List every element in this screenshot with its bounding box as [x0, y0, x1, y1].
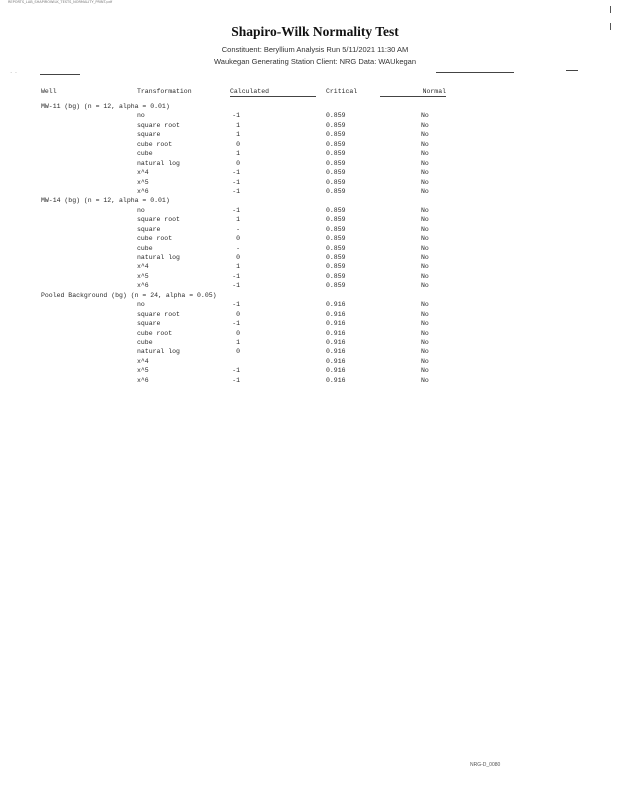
calculated-cell: 1	[236, 263, 240, 271]
normal-cell: No	[421, 263, 429, 271]
transformation-cell: x^5	[137, 178, 149, 186]
table-row	[0, 319, 618, 328]
calculated-cell: 0	[236, 348, 240, 356]
calculated-cell: 0	[236, 235, 240, 243]
table-row	[0, 300, 618, 309]
table-row	[0, 225, 618, 234]
table-row	[0, 376, 618, 385]
normal-cell: No	[421, 254, 429, 261]
file-path-header: REPORTS_LAB_SHAPIROWILK_TESTS_NORMALITY_PRINT.pdf	[8, 0, 113, 4]
transformation-cell: x^4	[137, 169, 149, 177]
table-row	[0, 244, 618, 253]
normal-cell: No	[421, 348, 429, 356]
critical-cell: 0.859	[326, 254, 346, 261]
table-row	[0, 178, 618, 187]
transformation-cell: x^4	[137, 357, 149, 365]
calculated-cell: 0	[236, 310, 240, 318]
transformation-cell: x^6	[137, 187, 149, 195]
critical-cell: 0.916	[326, 310, 346, 318]
normal-cell: No	[421, 329, 429, 337]
critical-cell: 0.859	[326, 282, 346, 290]
header-rule-left	[40, 74, 80, 75]
normal-cell: No	[421, 206, 429, 214]
group-header-row	[0, 291, 618, 300]
calculated-cell: -1	[232, 272, 240, 280]
report-subtitle-analysis: Constituent: Beryllium Analysis Run 5/11/2021 11:30 AM	[221, 45, 409, 54]
table-row	[0, 140, 618, 149]
critical-cell: 0.859	[326, 140, 346, 148]
normal-cell: No	[421, 225, 429, 233]
transformation-cell: cube	[137, 338, 153, 346]
normal-cell: No	[421, 320, 429, 328]
table-row	[0, 149, 618, 158]
critical-cell: 0.916	[326, 301, 346, 309]
header-rule-far-right	[566, 70, 578, 71]
normal-cell: No	[421, 159, 429, 167]
calculated-cell: -1	[232, 301, 240, 309]
normal-cell: No	[421, 150, 429, 158]
calculated-cell: -	[236, 225, 240, 233]
column-header-critical: Critical	[326, 88, 358, 95]
table-row	[0, 357, 618, 366]
document-id: NRG-D_0080	[470, 762, 501, 768]
table-row	[0, 206, 618, 215]
calculated-cell: -1	[232, 112, 240, 120]
table-row	[0, 168, 618, 177]
critical-cell: 0.859	[326, 235, 346, 243]
critical-cell: 0.916	[326, 348, 346, 356]
normal-cell: No	[421, 357, 429, 365]
critical-cell: 0.859	[326, 112, 346, 120]
transformation-cell: square	[137, 131, 161, 139]
table-row	[0, 121, 618, 130]
critical-cell: 0.916	[326, 376, 346, 384]
well-group-label: MW-14 (bg) (n = 12, alpha = 0.01)	[41, 197, 170, 205]
calculated-cell: -1	[232, 376, 240, 384]
normal-cell: No	[421, 216, 429, 224]
calculated-cell: -1	[232, 169, 240, 177]
transformation-cell: cube	[137, 244, 153, 252]
calculated-cell: 1	[236, 216, 240, 224]
normal-cell: No	[421, 140, 429, 148]
transformation-cell: cube root	[137, 235, 173, 243]
column-header-well: Well	[41, 88, 57, 95]
critical-cell: 0.859	[326, 121, 346, 129]
critical-cell: 0.916	[326, 320, 346, 328]
transformation-cell: cube root	[137, 329, 173, 337]
critical-cell: 0.916	[326, 367, 346, 375]
well-group-label: MW-11 (bg) (n = 12, alpha = 0.01)	[41, 103, 170, 110]
normal-cell: No	[421, 310, 429, 318]
critical-cell: 0.859	[326, 244, 346, 252]
transformation-cell: natural log	[137, 254, 180, 261]
transformation-cell: x^6	[137, 376, 149, 384]
table-row	[0, 347, 618, 356]
critical-cell: 0.859	[326, 206, 346, 214]
calculated-cell: -1	[232, 206, 240, 214]
transformation-cell: square	[137, 225, 161, 233]
transformation-cell: square root	[137, 310, 180, 318]
critical-cell: 0.916	[326, 329, 346, 337]
critical-cell: 0.859	[326, 169, 346, 177]
report-subtitle-site: Waukegan Generating Station Client: NRG Data: WAUkegan	[213, 57, 417, 66]
normal-cell: No	[421, 282, 429, 290]
critical-cell: 0.859	[326, 216, 346, 224]
margin-tick	[610, 23, 611, 30]
normal-cell: No	[421, 121, 429, 129]
transformation-cell: natural log	[137, 159, 180, 167]
calculated-cell: 1	[236, 131, 240, 139]
calculated-cell: -1	[232, 178, 240, 186]
normal-cell: No	[421, 235, 429, 243]
column-header-normal: Normal	[380, 87, 446, 97]
calculated-cell: 0	[236, 254, 240, 261]
critical-cell: 0.859	[326, 178, 346, 186]
column-header-transformation: Transformation	[137, 88, 192, 95]
critical-cell: 0.859	[326, 131, 346, 139]
report-title: Shapiro-Wilk Normality Test	[231, 24, 399, 39]
normal-cell: No	[421, 301, 429, 309]
transformation-cell: cube root	[137, 140, 173, 148]
transformation-cell: x^5	[137, 367, 149, 375]
transformation-cell: no	[137, 206, 145, 214]
transformation-cell: no	[137, 112, 145, 120]
calculated-cell: 0	[236, 159, 240, 167]
normal-cell: No	[421, 112, 429, 120]
normal-cell: No	[421, 376, 429, 384]
normal-cell: No	[421, 187, 429, 195]
calculated-cell: -	[236, 244, 240, 252]
transformation-cell: square	[137, 320, 161, 328]
critical-cell: 0.859	[326, 272, 346, 280]
table-row	[0, 338, 618, 347]
calculated-cell: 1	[236, 121, 240, 129]
normal-cell: No	[421, 131, 429, 139]
table-row	[0, 187, 618, 196]
critical-cell: 0.859	[326, 150, 346, 158]
header-rule-right	[436, 72, 514, 73]
table-row	[0, 329, 618, 338]
table-row	[0, 159, 618, 168]
transformation-cell: x^5	[137, 272, 149, 280]
table-row	[0, 215, 618, 224]
table-row	[0, 234, 618, 243]
normal-cell: No	[421, 272, 429, 280]
transformation-cell: x^4	[137, 263, 149, 271]
column-header-calculated: Calculated	[230, 87, 316, 97]
table-row	[0, 272, 618, 281]
margin-tick	[610, 6, 611, 13]
calculated-cell: 0	[236, 329, 240, 337]
calculated-cell: -1	[232, 320, 240, 328]
normal-cell: No	[421, 178, 429, 186]
normality-table	[0, 87, 618, 385]
transformation-cell: cube	[137, 150, 153, 158]
well-group-label: Pooled Background (bg) (n = 24, alpha = 0.05)	[41, 291, 217, 299]
calculated-cell: 0	[236, 140, 240, 148]
normal-cell: No	[421, 244, 429, 252]
calculated-cell: 1	[236, 338, 240, 346]
normal-cell: No	[421, 169, 429, 177]
table-row	[0, 262, 618, 271]
table-row	[0, 310, 618, 319]
group-header-row	[0, 196, 618, 205]
critical-cell: 0.859	[326, 187, 346, 195]
transformation-cell: square root	[137, 121, 180, 129]
report-header	[150, 24, 480, 66]
critical-cell: 0.916	[326, 357, 346, 365]
calculated-cell: -1	[232, 367, 240, 375]
transformation-cell: natural log	[137, 348, 180, 356]
table-row	[0, 130, 618, 139]
calculated-cell: -1	[232, 187, 240, 195]
table-header-row	[0, 87, 618, 102]
transformation-cell: no	[137, 301, 145, 309]
group-header-row	[0, 102, 618, 111]
critical-cell: 0.859	[326, 263, 346, 271]
critical-cell: 0.916	[326, 338, 346, 346]
calculated-cell: 1	[236, 150, 240, 158]
table-row	[0, 111, 618, 120]
margin-mark: - -	[10, 71, 18, 75]
critical-cell: 0.859	[326, 159, 346, 167]
critical-cell: 0.859	[326, 225, 346, 233]
normal-cell: No	[421, 367, 429, 375]
calculated-cell: -1	[232, 282, 240, 290]
table-row	[0, 366, 618, 375]
transformation-cell: square root	[137, 216, 180, 224]
table-row	[0, 281, 618, 290]
transformation-cell: x^6	[137, 282, 149, 290]
normal-cell: No	[421, 338, 429, 346]
table-row	[0, 253, 618, 262]
